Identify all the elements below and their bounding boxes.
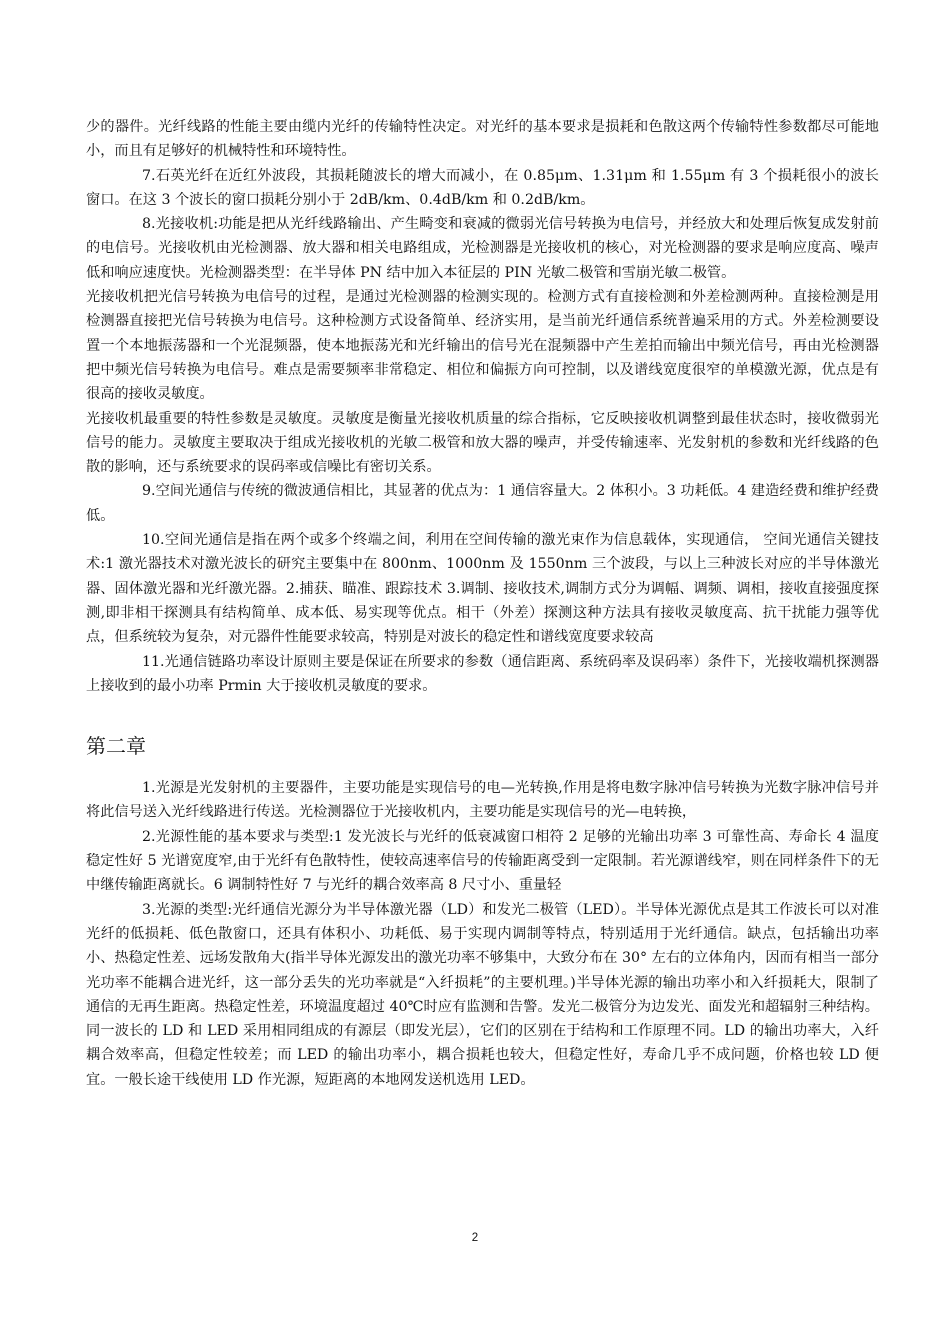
paragraph-detection: 光接收机把光信号转换为电信号的过程，是通过光检测器的检测实现的。检测方式有直接检测和外差检测两种。直接检测是用检测器直接把光信号转换为电信号。这种检测方式设备简单、经济实用，是当前光纤通信系统普遍采用的方式。外差检测要设置一个本地振荡器和一个光混频器，使本地振荡光和光纤输出的信号光在混频器中产生差拍而输出中频光信号，再由光检测器把中频光信号转换为电信号。难点是需要频率非常稳定、相位和偏振方向可控制，以及谱线宽度很窄的单模激光源，优点是有很高的接收灵敏度。 <box>86 289 879 403</box>
paragraph-item-11: 11.光通信链路功率设计原则主要是保证在所要求的参数（通信距离、系统码率及误码率）条件下，光接收端机探测器上接收到的最小功率 Prmin 大于接收机灵敏度的要求。 <box>86 653 879 694</box>
paragraph-ch2-item-1: 1.光源是光发射机的主要器件，主要功能是实现信号的电—光转换,作用是将电数字脉冲信号转换为光数字脉冲信号并将此信号送入光纤线路进行传送。光检测器位于光接收机内，主要功能是实现信号的光—电转换， <box>86 780 879 821</box>
paragraph-item-7: 7.石英光纤在近红外波段，其损耗随波长的增大而减小，在 0.85μm、1.31μm 和 1.55μm 有 3 个损耗很小的波长窗口。在这 3 个波长的窗口损耗分别小于 2dB/km、0.4dB/km 和 0.2dB/km。 <box>86 167 879 208</box>
document-body <box>86 115 879 1092</box>
paragraph-ch2-item-2: 2.光源性能的基本要求与类型:1 发光波长与光纤的低衰减窗口相符 2 足够的光输出功率 3 可靠性高、寿命长 4 温度稳定性好 5 光谱宽度窄,由于光纤有色散特性，使较高速率信号的传输距离受到一定限制。若光源谱线窄，则在同样条件下的无中继传输距离就长。6 调制特性好 7 与光纤的耦合效率高 8 尺寸小、重量轻 <box>86 828 879 894</box>
chapter-heading: 第二章 <box>86 734 146 759</box>
paragraph: 少的器件。光纤线路的性能主要由缆内光纤的传输特性决定。对光纤的基本要求是损耗和色散这两个传输特性参数都尽可能地小，而且有足够好的机械特性和环境特性。 <box>86 119 879 160</box>
paragraph-sensitivity: 光接收机最重要的特性参数是灵敏度。灵敏度是衡量光接收机质量的综合指标，它反映接收机调整到最佳状态时，接收微弱光信号的能力。灵敏度主要取决于组成光接收机的光敏二极管和放大器的噪声，并受传输速率、光发射机的参数和光纤线路的色散的影响，还与系统要求的误码率或信噪比有密切关系。 <box>86 410 879 476</box>
paragraph-item-9: 9.空间光通信与传统的微波通信相比，其显著的优点为：1 通信容量大。2 体积小。3 功耗低。4 建造经费和维护经费低。 <box>86 483 879 524</box>
paragraph-ch2-item-3: 3.光源的类型:光纤通信光源分为半导体激光器（LD）和发光二极管（LED）。半导体光源优点是其工作波长可以对准光纤的低损耗、低色散窗口，还具有体积小、功耗低、易于实现内调制等特点，特别适用于光纤通信。缺点，包括输出功率小、热稳定性差、远场发散角大(指半导体光源发出的激光功率不够集中，大致分布在 30° 左右的立体角内，因而有相当一部分光功率不能耦合进光纤，这一部分丢失的光功率就是“入纤损耗”的主要机理。)半导体光源的输出功率小和入纤损耗大，限制了通信的无再生距离。热稳定性差，环境温度超过 40℃时应有监测和告警。发光二极管分为边发光、面发光和超辐射三种结构。同一波长的 LD 和 LED 采用相同组成的有源层（即发光层），它们的区别在于结构和工作原理不同。LD 的输出功率大，入纤耦合效率高，但稳定性较差；而 LED 的输出功率小，耦合损耗也较大，但稳定性好，寿命几乎不成问题，价格也较 LD 便宜。一般长途干线使用 LD 作光源，短距离的本地网发送机选用 LED。 <box>86 901 879 1088</box>
paragraph-item-8: 8.光接收机:功能是把从光纤线路输出、产生畸变和衰减的微弱光信号转换为电信号，并经放大和处理后恢复成发射前的电信号。光接收机由光检测器、放大器和相关电路组成，光检测器是光接收机的核心，对光检测器的要求是响应度高、噪声低和响应速度快。光检测器类型：在半导体 PN 结中加入本征层的 PIN 光敏二极管和雪崩光敏二极管。 <box>86 216 879 281</box>
paragraph-item-10: 10.空间光通信是指在两个或多个终端之间，利用在空间传输的激光束作为信息载体，实现通信， 空间光通信关键技术:1 激光器技术对激光波长的研究主要集中在 800nm、1000nm 及 1550nm 三个波段，与以上三种波长对应的半导体激光器、固体激光器和光纤激光器。2.捕获、瞄准、跟踪技术 3.调制、接收技术,调制方式分为调幅、调频、调相，接收直接强度探测,即非相干探测具有结构简单、成本低、易实现等优点。相干（外差）探测这种方法具有接收灵敏度高、抗干扰能力强等优点，但系统较为复杂，对元器件性能要求较高，特别是对波长的稳定性和谱线宽度要求较高 <box>86 532 879 646</box>
page-number: 2 <box>471 1232 479 1244</box>
